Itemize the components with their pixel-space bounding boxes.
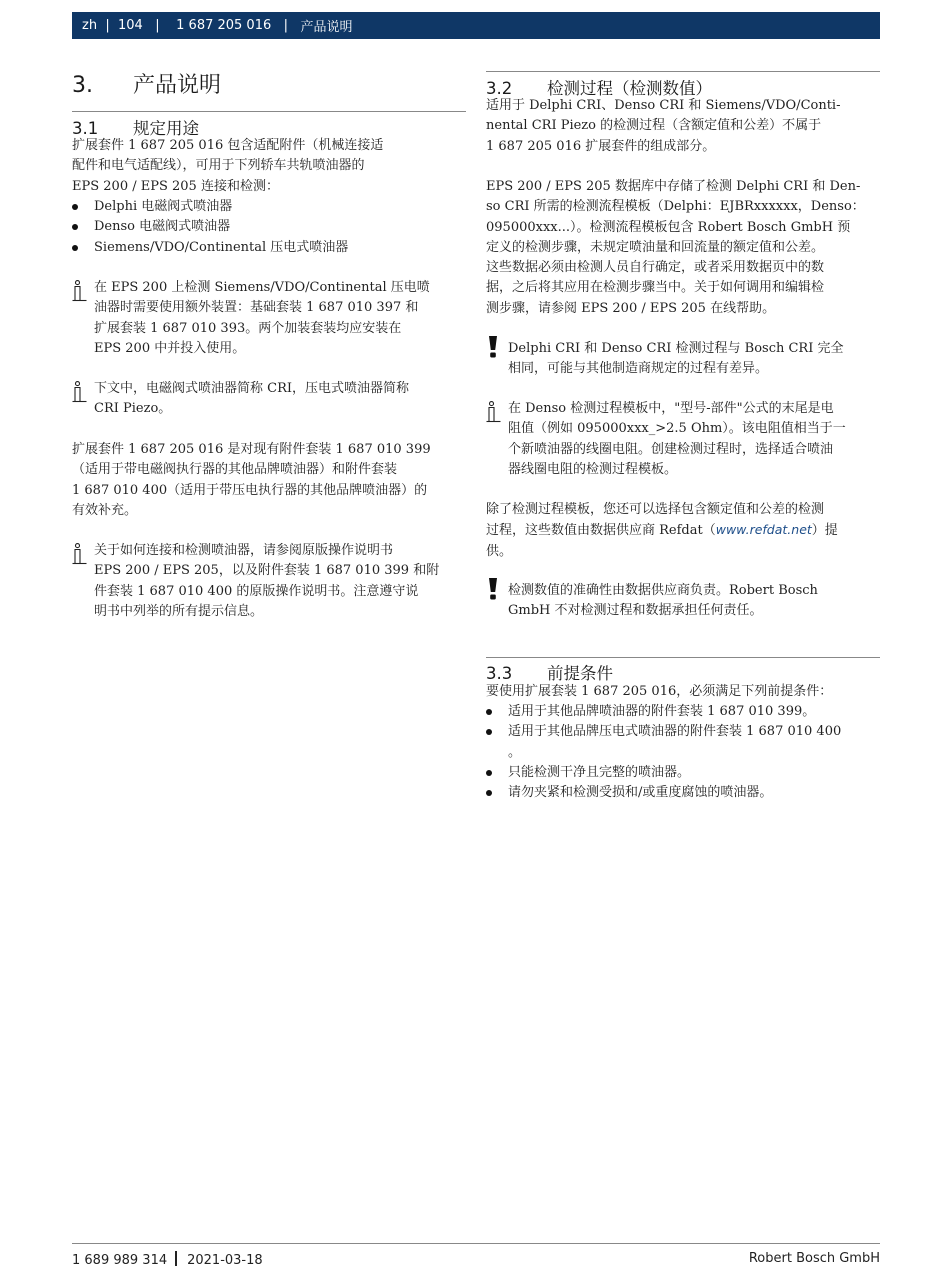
section-3-2-paragraph: 适用于 Delphi CRI、Denso CRI 和 Siemens/VDO/Conti- nental CRI Piezo 的检测过程（含额定值和公差）不属于 1 687 205 016 扩展套件的组成部分。: [486, 98, 841, 154]
footer-divider: [72, 1243, 880, 1244]
page-header-bar: zh | 104 | 1 687 205 016 | 产品说明: [72, 12, 880, 39]
list-item: Denso 电磁阀式喷油器: [72, 217, 466, 237]
divider: [72, 111, 466, 112]
list-item: 适用于其他品牌喷油器的附件套装 1 687 010 399。: [486, 702, 880, 722]
footer-date: 2021-03-18: [187, 1253, 263, 1268]
section-3-3-bullet-list: [486, 702, 880, 803]
list-item: 只能检测干净且完整的喷油器。: [486, 763, 880, 783]
warning-note: 检测数值的准确性由数据供应商负责。Robert Bosch GmbH 不对检测过程和数据承担任何责任。: [486, 581, 880, 623]
info-icon: [486, 401, 501, 423]
header-doc-number: 1 687 205 016: [176, 18, 272, 33]
exclamation-icon: [486, 335, 500, 359]
section-3-3-intro: 要使用扩展套装 1 687 205 016，必须满足下列前提条件：: [486, 684, 833, 699]
list-item: Siemens/VDO/Continental 压电式喷油器: [72, 238, 466, 258]
section-3-2-paragraph: EPS 200 / EPS 205 数据库中存储了检测 Delphi CRI 和 Den- so CRI 所需的检测流程模板（Delphi：EJBRxxxxxx，Denso： 095000xxx...）。检测流程模板包含 Robert Bosch GmbH 预 定义的检测步骤，未规定喷油量和回流量的额定值和公差。 这些数据必须由检测人员自行确定，或者采用数据页中的数 据，之后将其应用在检测步骤当中。关于如何调用和编辑检 测步骤，请参阅 EPS 200 / EPS 205 在线帮助。: [486, 179, 865, 316]
list-item: Delphi 电磁阀式喷油器: [72, 197, 466, 217]
section-number: 3.1: [72, 119, 99, 138]
footer-doc-id: 1 689 989 314: [72, 1253, 168, 1268]
footer-left: [72, 1251, 263, 1268]
info-note: 在 Denso 检测过程模板中，"型号-部件"公式的末尾是电 阻值（例如 095000xxx_>2.5 Ohm）。该电阻值相当于一 个新喷油器的线圈电阻。创建检测过程时，选择适合喷油 器线圈电阻的检测过程模板。: [486, 399, 880, 481]
divider: [486, 657, 880, 658]
warning-note: Delphi CRI 和 Denso CRI 检测过程与 Bosch CRI 完全 相同，可能与其他制造商规定的过程有差异。: [486, 339, 880, 381]
chapter-number: 3.: [72, 73, 93, 98]
section-3-2-paragraph: 除了检测过程模板，您还可以选择包含额定值和公差的检测 过程，这些数值由数据供应商 Refdat（www.refdat.net）提 供。: [486, 502, 838, 559]
section-3-2-heading: 3.2 检测过程（检测数值）: [486, 79, 712, 98]
chapter-heading: [72, 68, 221, 99]
info-icon: [72, 381, 87, 403]
info-note: 关于如何连接和检测喷油器，请参阅原版操作说明书 EPS 200 / EPS 205，以及附件套装 1 687 010 399 和附 件套装 1 687 010 400 的原版操作说明书。注意遵守说 明书中列举的所有提示信息。: [72, 541, 466, 623]
info-icon: [72, 543, 87, 565]
list-item: 适用于其他品牌压电式喷油器的附件套装 1 687 010 400 。: [486, 722, 880, 763]
chapter-title: 产品说明: [133, 73, 222, 98]
section-3-1-bullet-list: [72, 197, 466, 258]
header-lang: zh: [82, 18, 98, 33]
info-note: 下文中，电磁阀式喷油器简称 CRI，压电式喷油器简称 CRI Piezo。: [72, 379, 466, 421]
list-item: 请勿夹紧和检测受损和/或重度腐蚀的喷油器。: [486, 783, 880, 803]
section-3-3-heading: 3.3 前提条件: [486, 664, 613, 683]
section-title: 规定用途: [133, 119, 199, 138]
header-section: 产品说明: [300, 20, 353, 35]
divider: [486, 71, 880, 72]
section-3-1-intro: 扩展套件 1 687 205 016 包含适配附件（机械连接适 配件和电气适配线），可用于下列轿车共轨喷油器的 EPS 200 / EPS 205 连接和检测：: [72, 138, 384, 194]
footer-company: Robert Bosch GmbH: [748, 1251, 880, 1266]
exclamation-icon: [486, 577, 500, 601]
info-note: 在 EPS 200 上检测 Siemens/VDO/Continental 压电喷 油器时需要使用额外装置：基础套装 1 687 010 397 和 扩展套装 1 687 010 393。两个加装套装均应安装在 EPS 200 中并投入使用。: [72, 278, 466, 360]
section-3-1-paragraph: 扩展套件 1 687 205 016 是对现有附件套装 1 687 010 399 （适用于带电磁阀执行器的其他品牌喷油器）和附件套装 1 687 010 400（适用于带压电执行器的其他品牌喷油器）的 有效补充。: [72, 442, 431, 518]
refdat-link[interactable]: www.refdat.net: [715, 522, 812, 538]
info-icon: [72, 280, 87, 302]
header-page-number: 104: [118, 18, 143, 33]
